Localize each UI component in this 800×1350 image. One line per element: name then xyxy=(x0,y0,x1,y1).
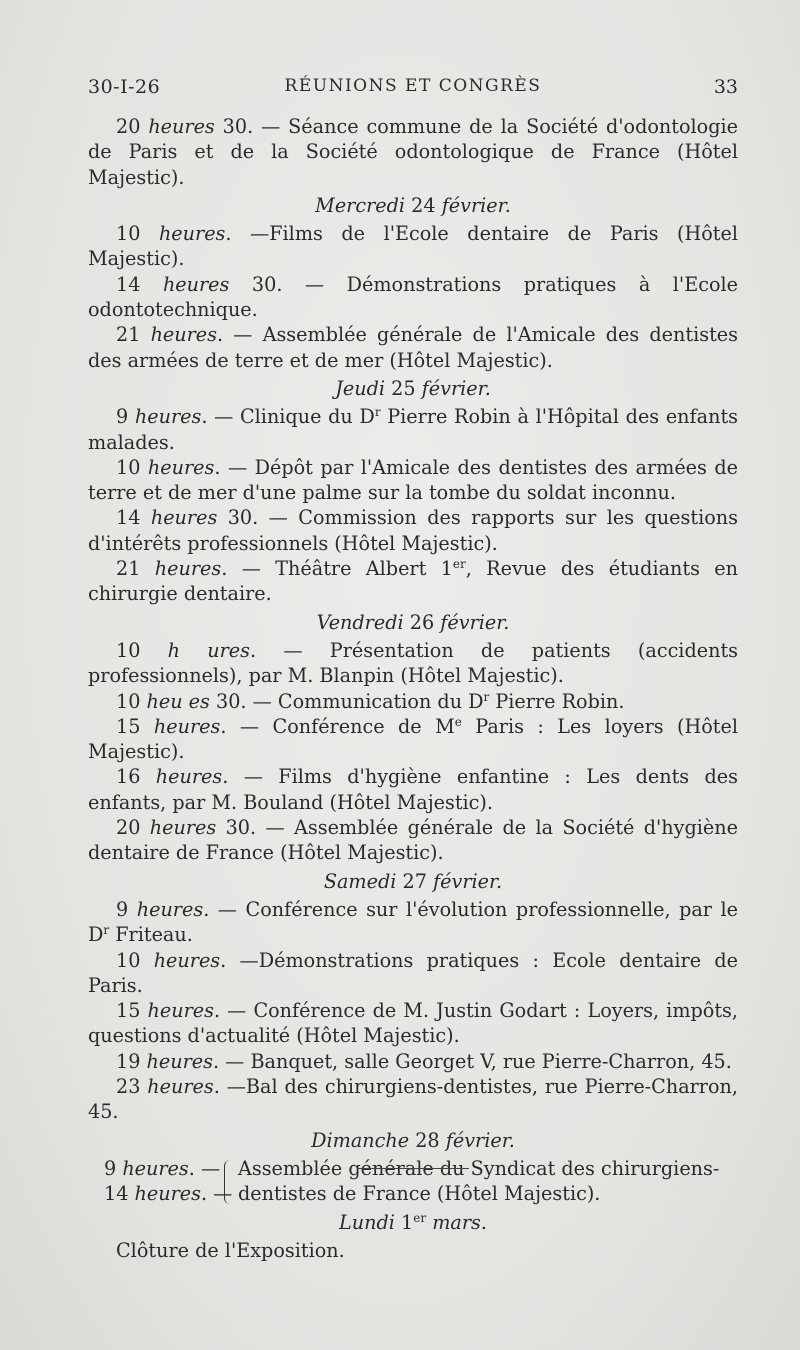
page-number: 33 xyxy=(713,76,738,98)
entry: 10 heures. —Démonstrations pratiques : Ecole dentaire de Paris. xyxy=(88,948,739,997)
entry: 10 heures. —Films de l'Ecole dentaire de Paris (Hôtel Majestic). xyxy=(88,222,738,271)
entry: 15 heures. — Conférence de Me Paris : Les loyers (Hôtel Majestic). xyxy=(88,714,739,764)
day-heading-friday: Vendredi 26 février. xyxy=(316,610,510,634)
entry: 9 heures. — Clinique du $D^r$ Pierre Robin à l'Hôpital des enfants malades. xyxy=(88,405,738,454)
closing-line: Clôture de l'Exposition. xyxy=(116,1239,345,1263)
header-title: RÉUNIONS ET CONGRÈS xyxy=(284,76,542,96)
running-header xyxy=(88,76,738,106)
day-heading-saturday: Samedi 27 février. xyxy=(323,869,503,893)
day-heading-monday: Lundi 1er mars. xyxy=(339,1210,487,1234)
sunday-time-2: 14 heures. — xyxy=(104,1181,233,1205)
entry: 14 heures 30. — Commission des rapports sur les questions d'intérêts professionnels (Hôtel Majestic). xyxy=(88,506,738,555)
sunday-text-line-2: dentistes de France (Hôtel Majestic). xyxy=(238,1181,601,1205)
entry: 19 heures. — Banquet, salle Georget V, rue Pierre-Charron, 45. xyxy=(116,1049,732,1073)
sunday-text-line-1: Assemblée générale du Syndicat des chirurgiens- xyxy=(238,1156,720,1180)
entry: 21 heures. — Assemblée générale de l'Amicale des dentistes des armées de terre et de mer (Hôtel Majestic). xyxy=(88,323,738,372)
entry: 16 heures. — Films d'hygiène enfantine : Les dents des enfants, par M. Bouland (Hôtel Majestic). xyxy=(88,765,738,814)
entry: 10 heures. — Dépôt par l'Amicale des dentistes des armées de terre et de mer d'une palme sur la tombe du soldat inconnu. xyxy=(88,455,738,505)
entry: 23 heures. —Bal des chirurgiens-dentistes, rue Pierre-Charron, 45. xyxy=(88,1074,738,1124)
entry: 10 heu es 30. — Communication du $D^r$ Pierre Robin. xyxy=(116,689,625,713)
entry-first: 20 heures 30. — Séance commune de la Société d'odontologie de Paris et de la Société odontologique de France (Hôtel Majestic). xyxy=(88,115,739,189)
sunday-entry xyxy=(88,1156,738,1207)
day-heading-wednesday: Mercredi 24 février. xyxy=(315,193,511,217)
day-heading-thursday: Jeudi 25 février. xyxy=(335,376,491,400)
entry: 10 h ures. — Présentation de patients (accidents professionnels), par M. Blanpin (Hôtel Majestic). xyxy=(88,638,738,688)
program-text xyxy=(88,114,738,1263)
curly-brace xyxy=(224,1160,231,1204)
entry: 21 heures. — Théâtre Albert 1er, Revue des étudiants en chirurgie dentaire. xyxy=(88,557,739,606)
header-date: 30-I-26 xyxy=(88,76,161,98)
end-rule xyxy=(357,1168,469,1169)
entry: 9 heures. — Conférence sur l'évolution professionnelle, par le $D^r$ Friteau. xyxy=(88,897,738,947)
sunday-time-1: 9 heures. — xyxy=(104,1156,221,1180)
entry: 14 heures 30. — Démonstrations pratiques à l'Ecole odontotechnique. xyxy=(88,272,738,322)
entry: 15 heures. — Conférence de M. Justin Godart : Loyers, impôts, questions d'actualité (Hôtel Majestic). xyxy=(88,999,739,1048)
day-heading-sunday: Dimanche 28 février. xyxy=(311,1128,515,1152)
entry: 20 heures 30. — Assemblée générale de la Société d'hygiène dentaire de France (Hôtel Majestic). xyxy=(88,816,738,865)
